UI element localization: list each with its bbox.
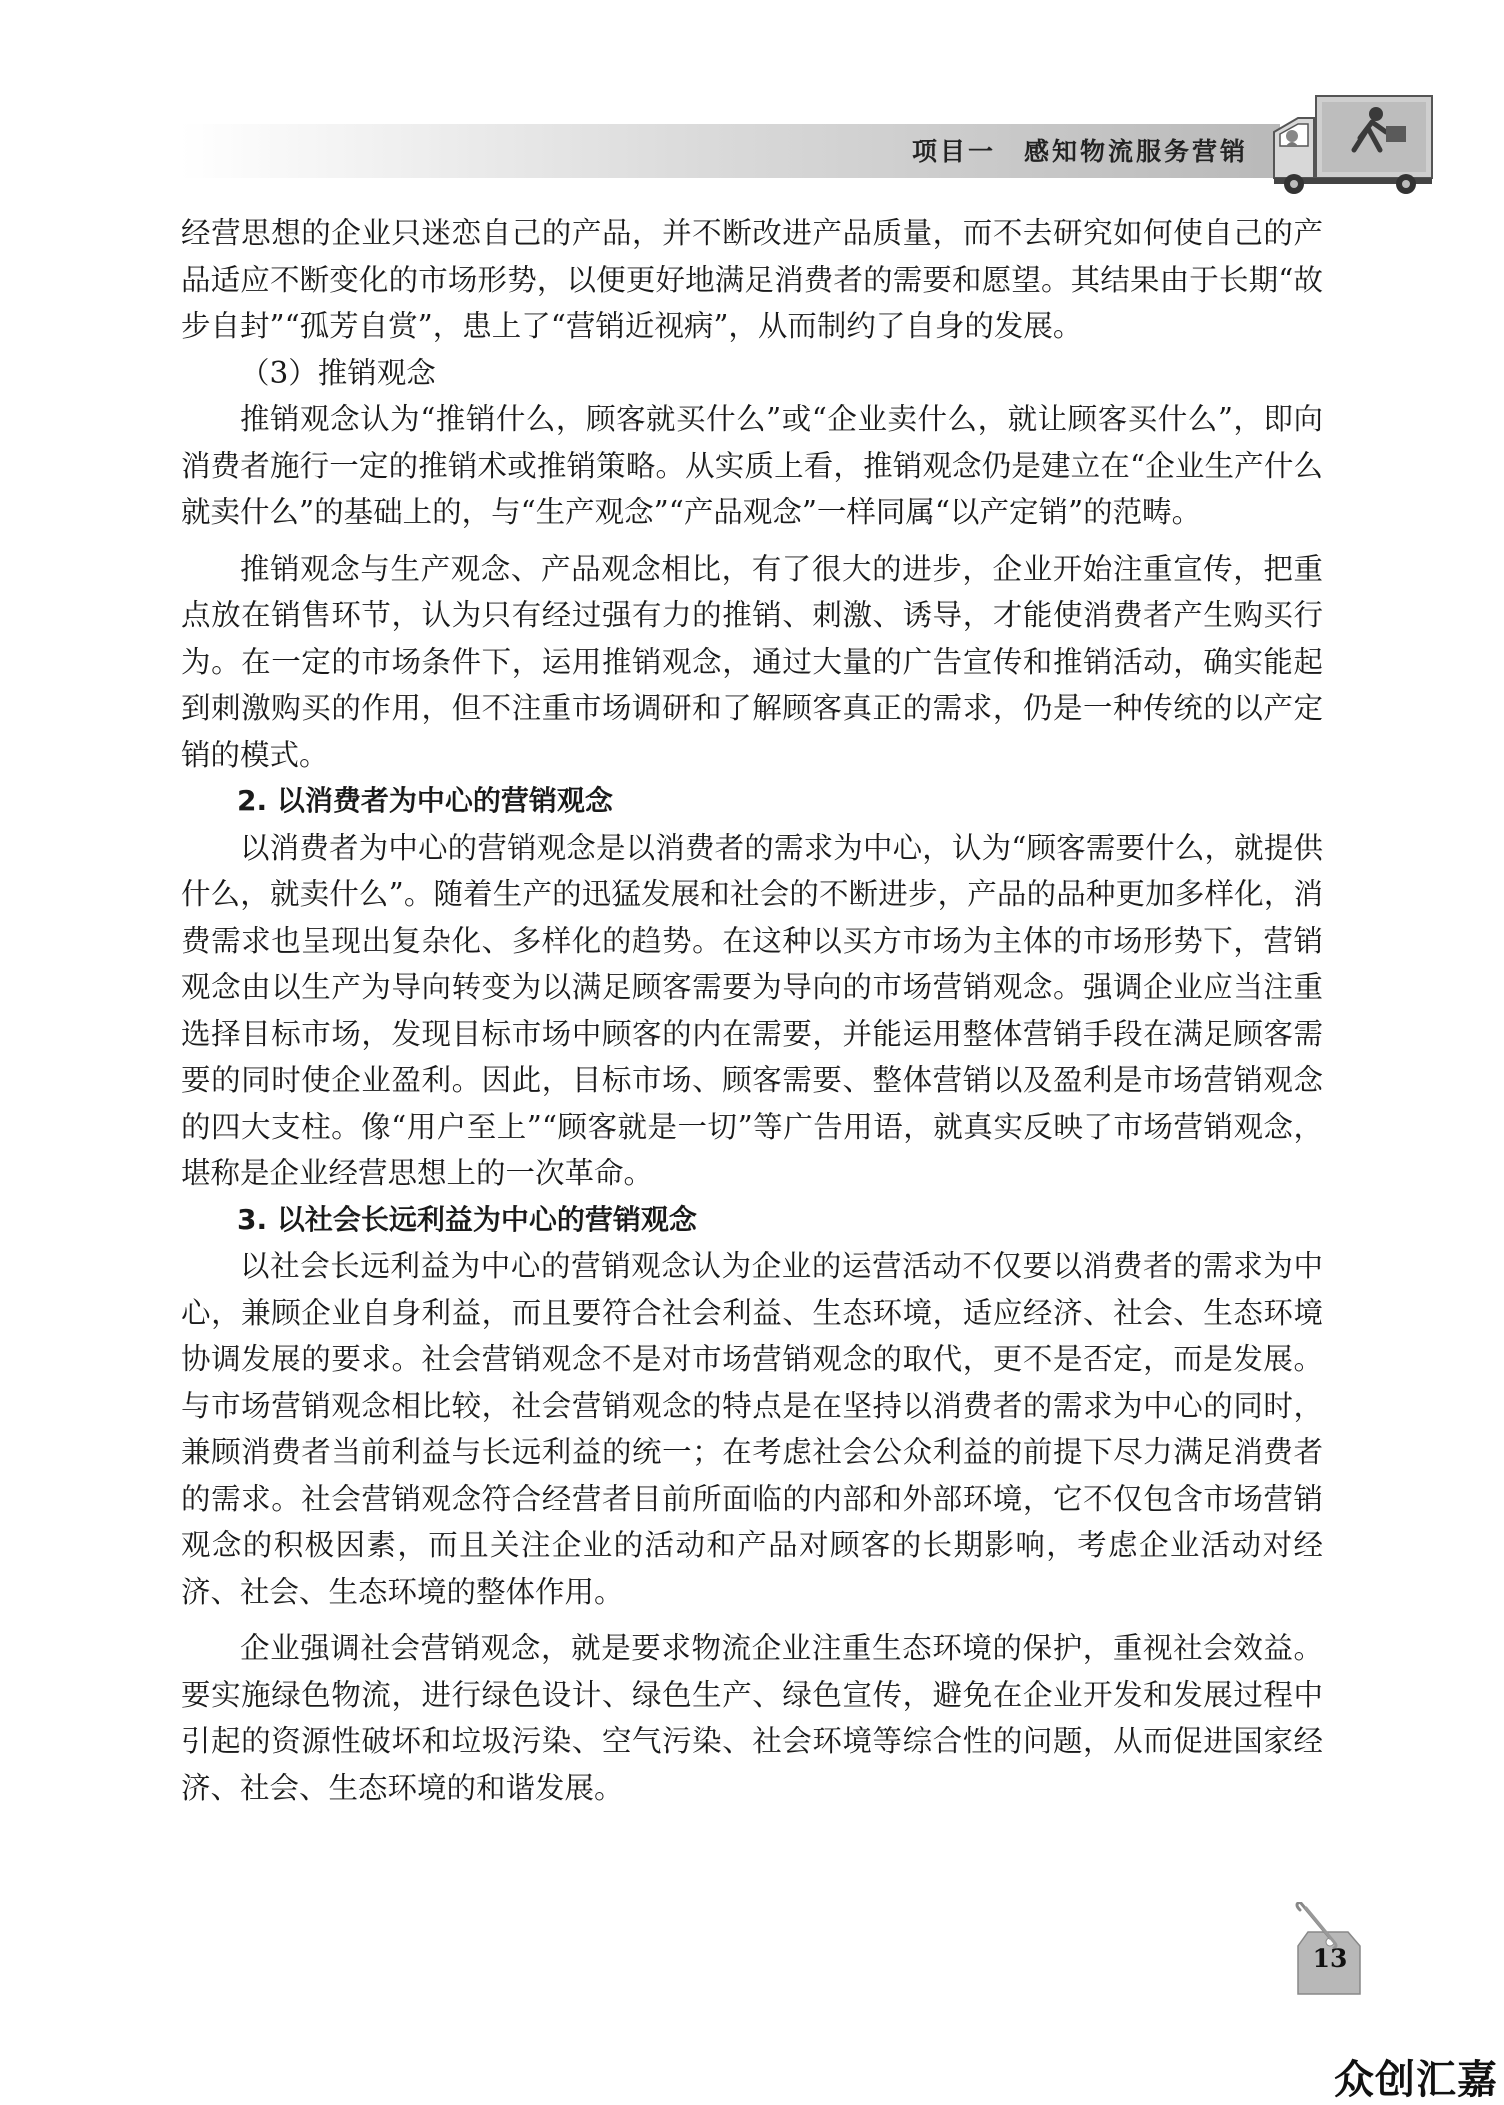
subsection-heading: （3）推销观念	[240, 355, 436, 390]
body-paragraph: 企业强调社会营销观念，就是要求物流企业注重生态环境的保护，重视社会效益。要实施绿色物流，进行绿色设计、绿色生产、绿色宣传，避免在企业开发和发展过程中引起的资源性破坏和垃圾污染、空气污染、社会环境等综合性的问题，从而促进国家经济、社会、生态环境的和谐发展。	[181, 1631, 1323, 1805]
page-number: 13	[1312, 1944, 1348, 1973]
body-paragraph: 推销观念认为“推销什么，顾客就买什么”或“企业卖什么，就让顾客买什么”，即向消费者施行一定的推销术或推销策略。从实质上看，推销观念仍是建立在“企业生产什么就卖什么”的基础上的，与“生产观念”“产品观念”一样同属“以产定销”的范畴。	[181, 402, 1323, 529]
delivery-truck-icon	[1268, 92, 1438, 196]
section-heading: 3. 以社会长远利益为中心的营销观念	[237, 1202, 697, 1236]
section-heading: 2. 以消费者为中心的营销观念	[237, 784, 613, 817]
body-paragraph: 以社会长远利益为中心的营销观念认为企业的运营活动不仅要以消费者的需求为中心，兼顾企业自身利益，而且要符合社会利益、生态环境，适应经济、社会、生态环境协调发展的要求。社会营销观念不是对市场营销观念的取代，更不是否定，而是发展。与市场营销观念相比较，社会营销观念的特点是在坚持以消费者的需求为中心的同时，兼顾消费者当前利益与长远利益的统一；在考虑社会公众利益的前提下尽力满足消费者的需求。社会营销观念符合经营者目前所面临的内部和外部环境，它不仅包含市场营销观念的积极因素，而且关注企业的活动和产品对顾客的长期影响，考虑企业活动对经济、社会、生态环境的整体作用。	[181, 1249, 1323, 1609]
watermark-text: 众创汇嘉	[1334, 2057, 1498, 2103]
body-paragraph: 经营思想的企业只迷恋自己的产品，并不断改进产品质量，而不去研究如何使自己的产品适应不断变化的市场形势，以便更好地满足消费者的需要和愿望。其结果由于长期“故步自封”“孤芳自赏”，患上了“营销近视病”，从而制约了自身的发展。	[181, 216, 1323, 343]
body-paragraph: 推销观念与生产观念、产品观念相比，有了很大的进步，企业开始注重宣传，把重点放在销售环节，认为只有经过强有力的推销、刺激、诱导，才能使消费者产生购买行为。在一定的市场条件下，运用推销观念，通过大量的广告宣传和推销活动，确实能起到刺激购买的作用，但不注重市场调研和了解顾客真正的需求，仍是一种传统的以产定销的模式。	[181, 551, 1323, 772]
body-paragraph: 以消费者为中心的营销观念是以消费者的需求为中心，认为“顾客需要什么，就提供什么，就卖什么”。随着生产的迅猛发展和社会的不断进步，产品的品种更加多样化，消费需求也呈现出复杂化、多样化的趋势。在这种以买方市场为主体的市场形势下，营销观念由以生产为导向转变为以满足顾客需要为导向的市场营销观念。强调企业应当注重选择目标市场，发现目标市场中顾客的内在需要，并能运用整体营销手段在满足顾客需要的同时使企业盈利。因此，目标市场、顾客需要、整体营销以及盈利是市场营销观念的四大支柱。像“用户至上”“顾客就是一切”等广告用语，就真实反映了市场营销观念，堪称是企业经营思想上的一次革命。	[181, 830, 1323, 1190]
running-header-title: 项目一 感知物流服务营销	[911, 137, 1248, 166]
page-body	[181, 210, 1323, 1811]
